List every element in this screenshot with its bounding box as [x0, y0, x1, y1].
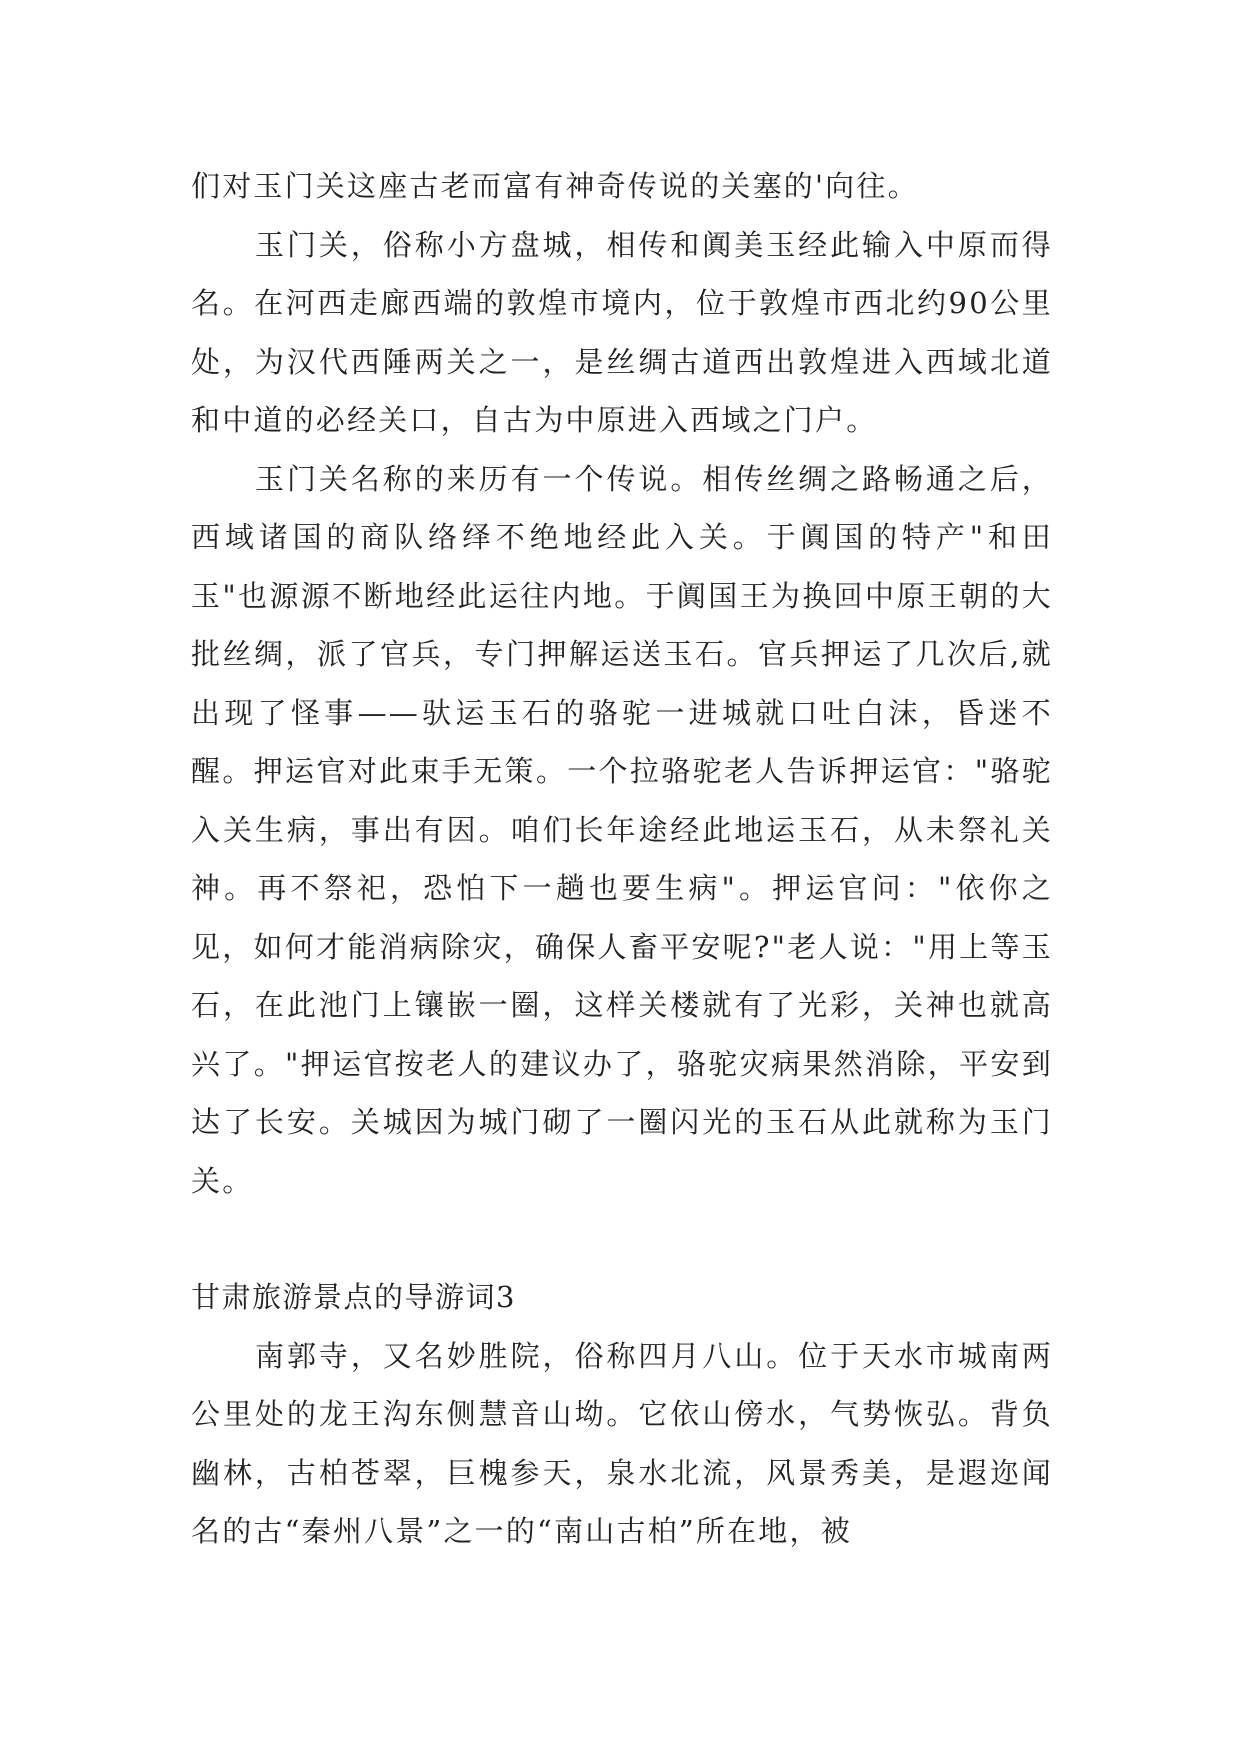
section-heading: 甘肃旅游景点的导游词3 — [191, 1280, 516, 1314]
paragraph-yumenguan-legend: 玉门关名称的来历有一个传说。相传丝绸之路畅通之后，西域诸国的商队络绎不绝地经此入关。于阗国的特产"和田玉"也源源不断地经此运往内地。于阗国王为换回中原王朝的大批丝绸，派了官兵，专门押解运送玉石。官兵押运了几次后,就出现了怪事——驮运玉石的骆驼一进城就口吐白沫，昏迷不醒。押运官对此束手无策。一个拉骆驼老人告诉押运官："骆驼入关生病，事出有因。咱们长年途经此地运玉石，从未祭礼关神。再不祭祀，恐怕下一趟也要生病"。押运官问："依你之见，如何才能消病除灾，确保人畜平安呢?"老人说："用上等玉石，在此池门上镶嵌一圈，这样关楼就有了光彩，关神也就高兴了。"押运官按老人的建议办了，骆驼灾病果然消除，平安到达了长安。关城因为城门砌了一圈闪光的玉石从此就称为玉门关。 — [191, 461, 1053, 1198]
document-body — [191, 157, 1053, 1561]
paragraph-yumenguan-intro: 玉门关，俗称小方盘城，相传和阗美玉经此输入中原而得名。在河西走廊西端的敦煌市境内，位于敦煌市西北约90公里处，为汉代西陲两关之一，是丝绸古道西出敦煌进入西域北道和中道的必经关口，自古为中原进入西域之门户。 — [191, 227, 1053, 437]
section-gap — [191, 1210, 1053, 1268]
paragraph-nanguosi: 南郭寺，又名妙胜院，俗称四月八山。位于天水市城南两公里处的龙王沟东侧慧音山坳。它依山傍水，气势恢弘。背负幽林，古柏苍翠，巨槐参天，泉水北流，风景秀美，是遐迩闻名的古“秦州八景”之一的“南山古柏”所在地，被 — [191, 1338, 1053, 1548]
paragraph-continuation: 们对玉门关这座古老而富有神奇传说的关塞的'向往。 — [191, 169, 919, 203]
